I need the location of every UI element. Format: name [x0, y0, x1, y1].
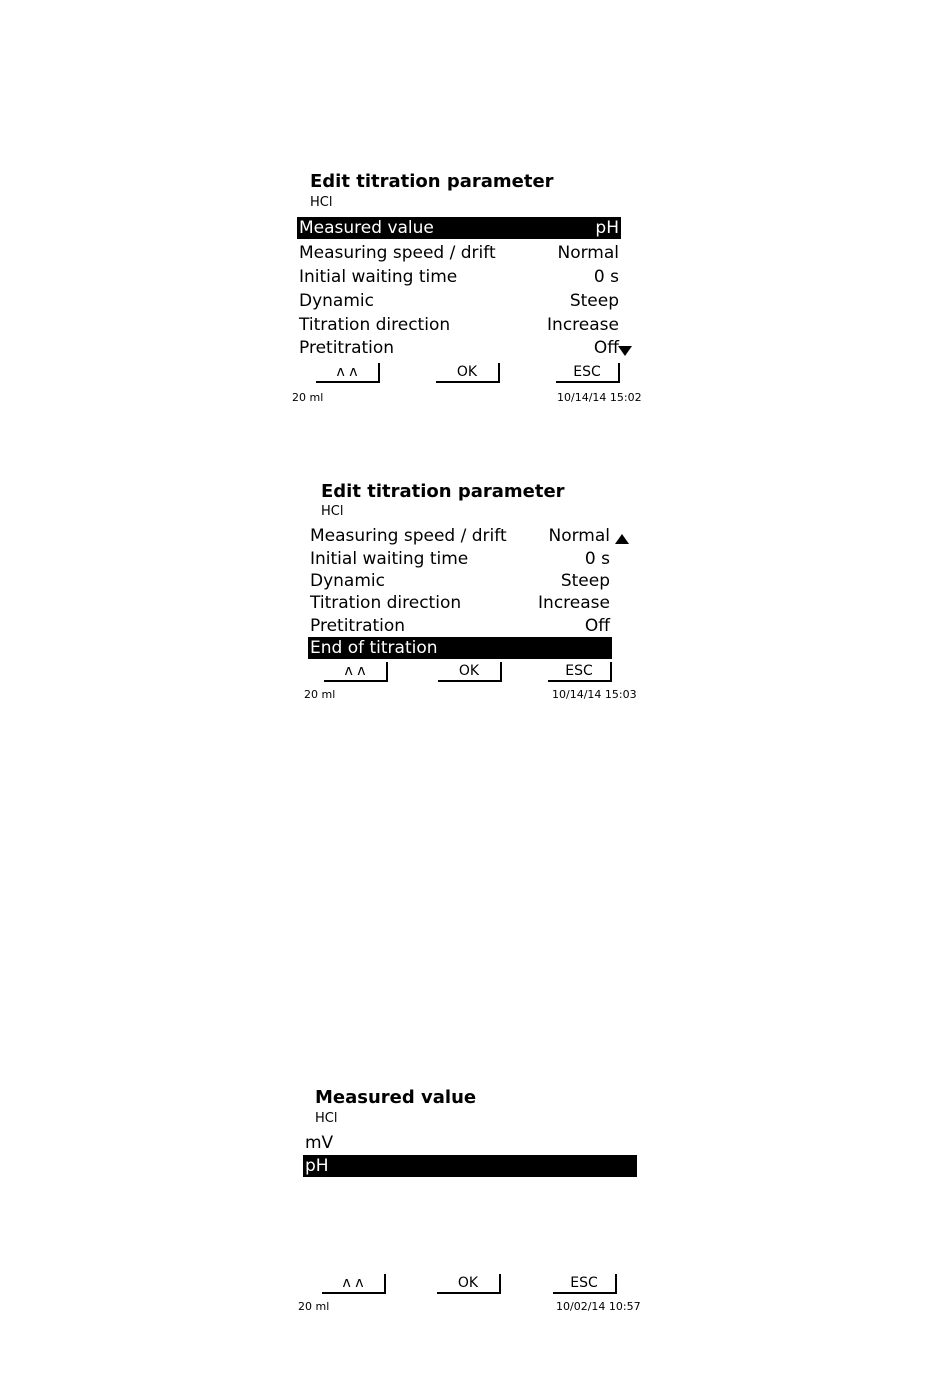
status-volume: 20 ml: [304, 688, 336, 701]
param-value: Increase: [538, 593, 610, 613]
chevron-up-down-icon: ʌ ʌ: [344, 663, 366, 679]
param-label: Dynamic: [310, 571, 385, 591]
param-value: 0 s: [584, 549, 610, 569]
param-row-pretitration[interactable]: [308, 615, 612, 637]
option-label: mV: [305, 1133, 334, 1153]
triangle-up-icon: [615, 534, 629, 544]
ok-button[interactable]: OK: [437, 1274, 501, 1294]
param-row-dynamic[interactable]: [308, 570, 612, 592]
param-row-end-of-titration[interactable]: [308, 637, 612, 659]
page-title: Edit titration parameter: [310, 171, 554, 192]
param-value: Off: [593, 338, 619, 358]
param-label: Measuring speed / drift: [299, 243, 496, 263]
param-row-measuring-speed[interactable]: [308, 525, 612, 547]
param-value: Normal: [557, 243, 619, 263]
param-value: pH: [595, 218, 619, 238]
param-row-titration-direction[interactable]: [297, 314, 621, 336]
param-row-measuring-speed[interactable]: [297, 242, 621, 264]
param-label: Pretitration: [310, 616, 406, 636]
status-datetime: 10/02/14 10:57: [556, 1300, 641, 1313]
method-name: HCl: [315, 1111, 338, 1126]
param-label: End of titration: [310, 638, 438, 658]
option-row-ph[interactable]: [303, 1155, 637, 1177]
status-datetime: 10/14/14 15:03: [552, 688, 637, 701]
param-value: 0 s: [593, 267, 619, 287]
ok-button[interactable]: OK: [438, 662, 502, 682]
status-datetime: 10/14/14 15:02: [557, 391, 642, 404]
esc-button[interactable]: ESC: [556, 363, 620, 383]
param-row-initial-waiting-time[interactable]: [297, 266, 621, 288]
triangle-down-icon: [618, 346, 632, 356]
method-name: HCl: [321, 504, 344, 519]
param-row-measured-value[interactable]: [297, 217, 621, 239]
ok-button[interactable]: OK: [436, 363, 500, 383]
param-label: Initial waiting time: [310, 549, 469, 569]
param-value: Normal: [548, 526, 610, 546]
option-row-mv[interactable]: [303, 1132, 637, 1154]
page-title: Measured value: [315, 1087, 477, 1108]
param-row-initial-waiting-time[interactable]: [308, 548, 612, 570]
status-volume: 20 ml: [298, 1300, 330, 1313]
param-value: Steep: [569, 291, 619, 311]
param-row-dynamic[interactable]: [297, 290, 621, 312]
status-volume: 20 ml: [292, 391, 324, 404]
nav-up-down-button[interactable]: [316, 363, 380, 383]
nav-up-down-button[interactable]: [324, 662, 388, 682]
option-label: pH: [305, 1156, 329, 1176]
param-label: Titration direction: [310, 593, 462, 613]
param-label: Dynamic: [299, 291, 374, 311]
param-row-pretitration[interactable]: [297, 337, 621, 359]
param-label: Titration direction: [299, 315, 451, 335]
param-label: Measuring speed / drift: [310, 526, 507, 546]
esc-button[interactable]: ESC: [548, 662, 612, 682]
param-label: Initial waiting time: [299, 267, 458, 287]
esc-button[interactable]: ESC: [553, 1274, 617, 1294]
page-title: Edit titration parameter: [321, 481, 565, 502]
param-label: Measured value: [299, 218, 434, 238]
chevron-up-down-icon: ʌ ʌ: [336, 364, 358, 380]
param-label: Pretitration: [299, 338, 395, 358]
param-value: Increase: [547, 315, 619, 335]
param-value: Off: [584, 616, 610, 636]
nav-up-down-button[interactable]: [322, 1274, 386, 1294]
param-row-titration-direction[interactable]: [308, 592, 612, 614]
chevron-up-down-icon: ʌ ʌ: [342, 1275, 364, 1291]
param-value: Steep: [560, 571, 610, 591]
method-name: HCl: [310, 195, 333, 210]
